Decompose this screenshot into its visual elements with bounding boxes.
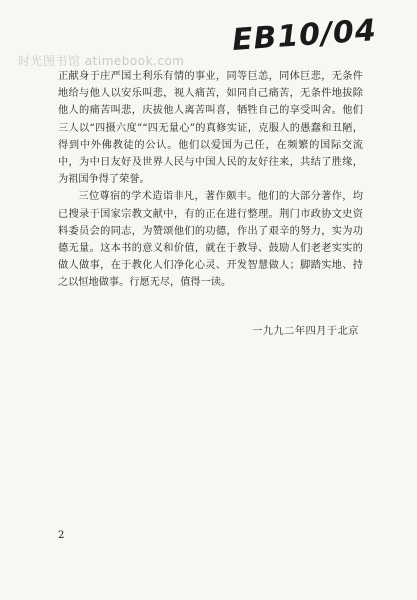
handwritten-catalog-note: EB10/04 (230, 12, 378, 59)
paragraph-1: 正献身于庄严国土利乐有情的事业，同等巨恙，同体巨悲，无条件地给与他人以安乐叫悲，视人痛苦，如同自己痛苦，无条件地拔除他人的痛苦叫悲，庆拔他人离苦叫喜，牺牲自己的享受叫舍。他们三人以“四摄六度”“四无量心”的真修实证，克服人的愚蠢和丑陋，得到中外佛教徒的公认。他们以爱国为己任，在频繁的国际交流中，为中日友好及世界人民与中国人民的友好往来，共结了胜缘，为祖国争得了荣誉。 (58, 71, 363, 186)
page-number: 2 (58, 530, 65, 541)
body-text (58, 68, 363, 292)
date-place-signature: 一九九二年四月于北京 (252, 326, 359, 337)
site-watermark: 时光图书馆 atimebook.com (18, 54, 185, 68)
paragraph-2: 三位尊宿的学术造诣非凡，著作颇丰。他们的大部分著作，均已搜录于国家宗教文献中，有的正在进行整理。荆门市政协文史资料委员会的同志，为赞颂他们的功德，作出了艰辛的努力，实为功德无量。这本书的意义和价值，就在于教导、鼓励人们老老实实的做人做事，在于教化人们净化心灵、开发智慧做人；脚踏实地、持之以恒地做事。行愿无尽，值得一读。 (58, 191, 363, 289)
